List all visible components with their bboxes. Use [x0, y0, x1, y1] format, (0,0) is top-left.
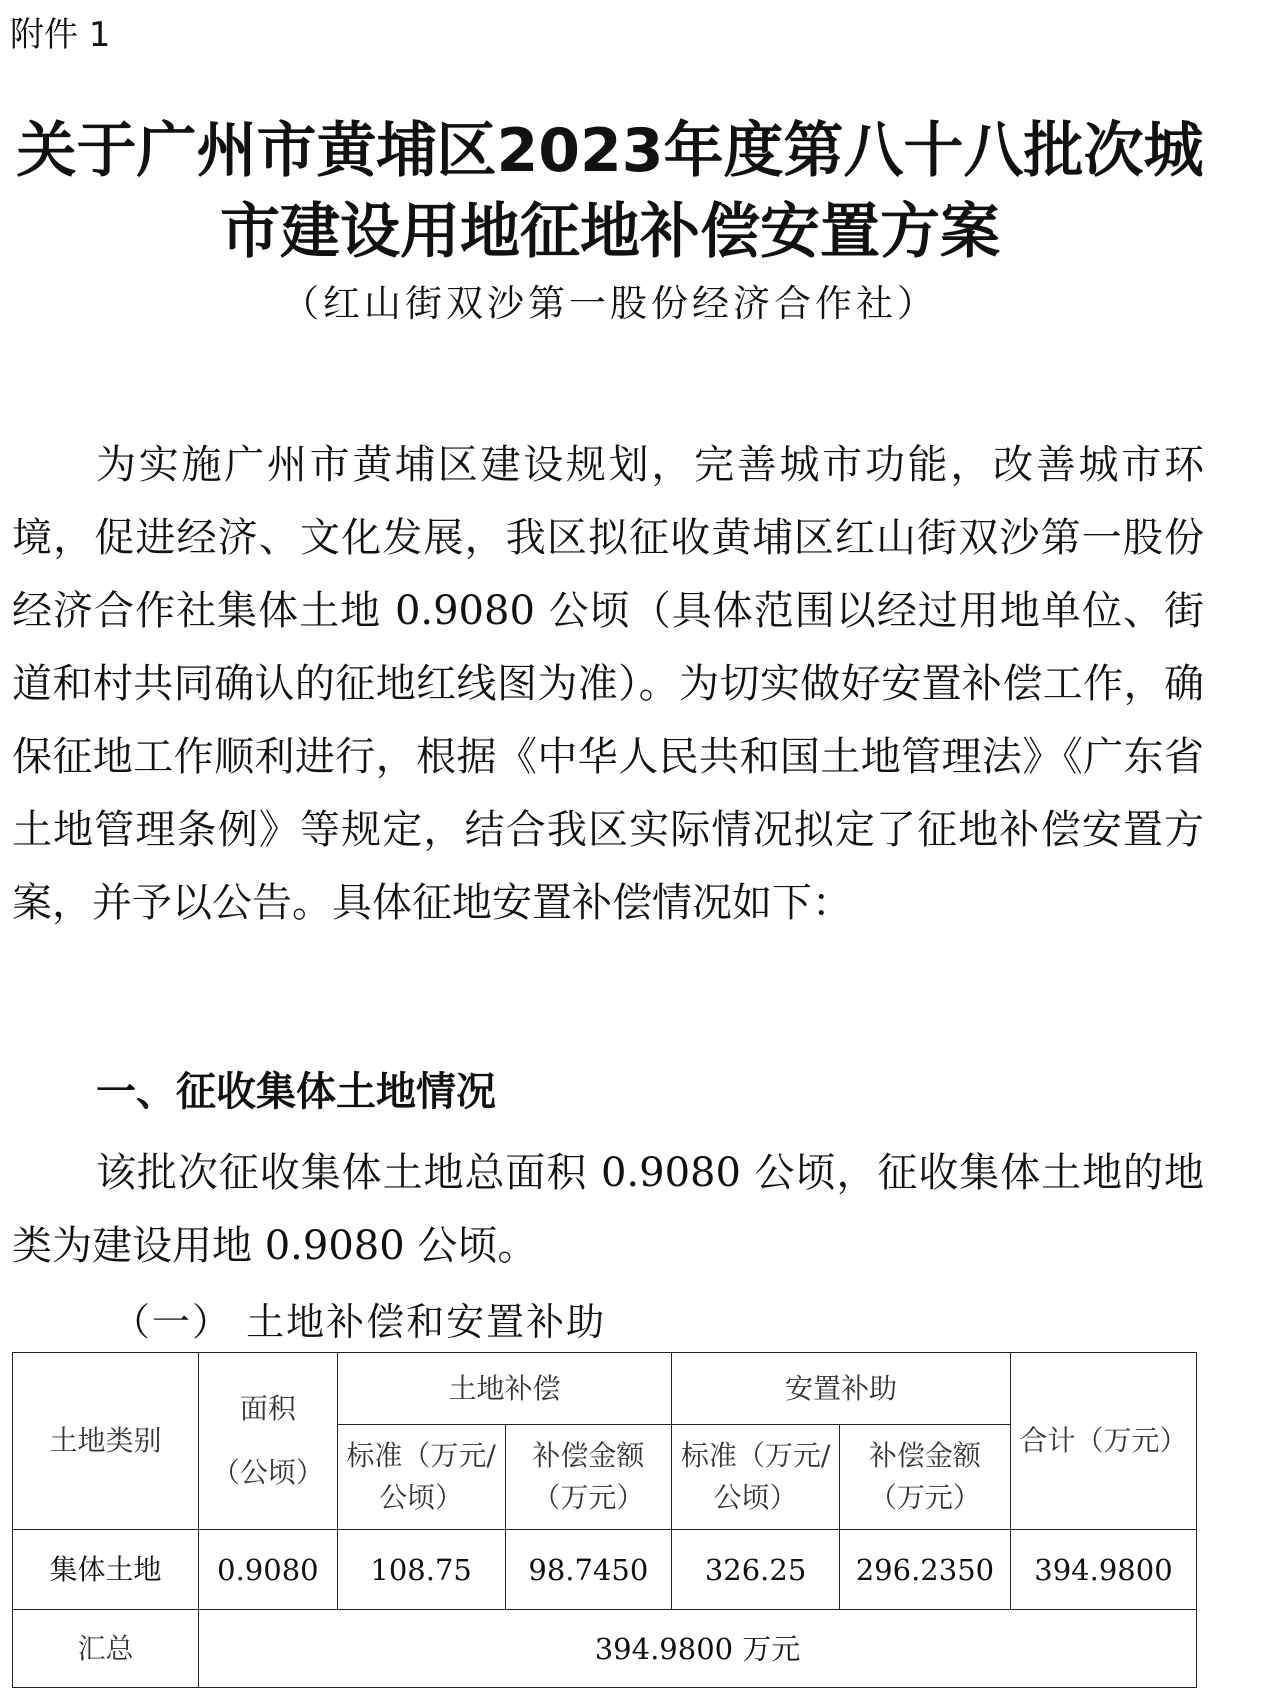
header-land-amount: 补偿金额（万元） — [505, 1425, 672, 1530]
cell-resettle-amount: 296.2350 — [839, 1530, 1010, 1610]
cell-total: 394.9800 — [1010, 1530, 1196, 1610]
table-header-row — [13, 1353, 1197, 1425]
table-summary-row — [13, 1610, 1197, 1688]
summary-value: 394.9800 万元 — [199, 1610, 1197, 1688]
header-area-unit: （公顷） — [211, 1456, 324, 1489]
header-area-name: 面积 — [239, 1392, 296, 1425]
cell-area: 0.9080 — [199, 1530, 338, 1610]
cell-land-type: 集体土地 — [13, 1530, 199, 1610]
section-1-heading: 一、征收集体土地情况 — [96, 1069, 496, 1115]
attachment-label: 附件 1 — [10, 15, 111, 55]
document-subtitle: （红山街双沙第一股份经济合作社） — [282, 282, 938, 325]
header-total: 合计（万元） — [1010, 1353, 1196, 1530]
subsection-heading: （一） 土地补偿和安置补助 — [112, 1300, 607, 1344]
intro-paragraph: 为实施广州市黄埔区建设规划，完善城市功能，改善城市环境，促进经济、文化发展，我区拟征收黄埔区红山街双沙第一股份经济合作社集体土地 0.9080 公顷（具体范围以经过用地单位、街道和村共同确认的征地红线图为准）。为切实做好安置补偿工作，确保征地工作顺利进行，根据《中华人民共和国土地管理法》《广东省土地管理条例》等规定，结合我区实际情况拟定了征地补偿安置方案，并予以公告。具体征地安置补偿情况如下： — [12, 442, 1204, 926]
table-row — [13, 1530, 1197, 1610]
header-resettle-standard: 标准（万元/公顷） — [672, 1425, 840, 1530]
document-title-line-2: 市建设用地征地补偿安置方案 — [220, 197, 1000, 267]
header-land-compensation: 土地补偿 — [337, 1353, 671, 1425]
header-area — [199, 1353, 338, 1530]
header-land-type: 土地类别 — [13, 1353, 199, 1530]
header-resettle-amount: 补偿金额（万元） — [839, 1425, 1010, 1530]
cell-land-amount: 98.7450 — [505, 1530, 672, 1610]
compensation-table — [12, 1352, 1197, 1688]
header-resettlement-subsidy: 安置补助 — [672, 1353, 1011, 1425]
document-title-line-1: 关于广州市黄埔区2023年度第八十八批次城 — [16, 116, 1204, 186]
summary-label: 汇总 — [13, 1610, 199, 1688]
cell-land-standard: 108.75 — [337, 1530, 505, 1610]
section-1-paragraph: 该批次征收集体土地总面积 0.9080 公顷，征收集体土地的地类为建设用地 0.9080 公顷。 — [12, 1150, 1204, 1269]
header-land-standard: 标准（万元/公顷） — [337, 1425, 505, 1530]
cell-resettle-standard: 326.25 — [672, 1530, 840, 1610]
